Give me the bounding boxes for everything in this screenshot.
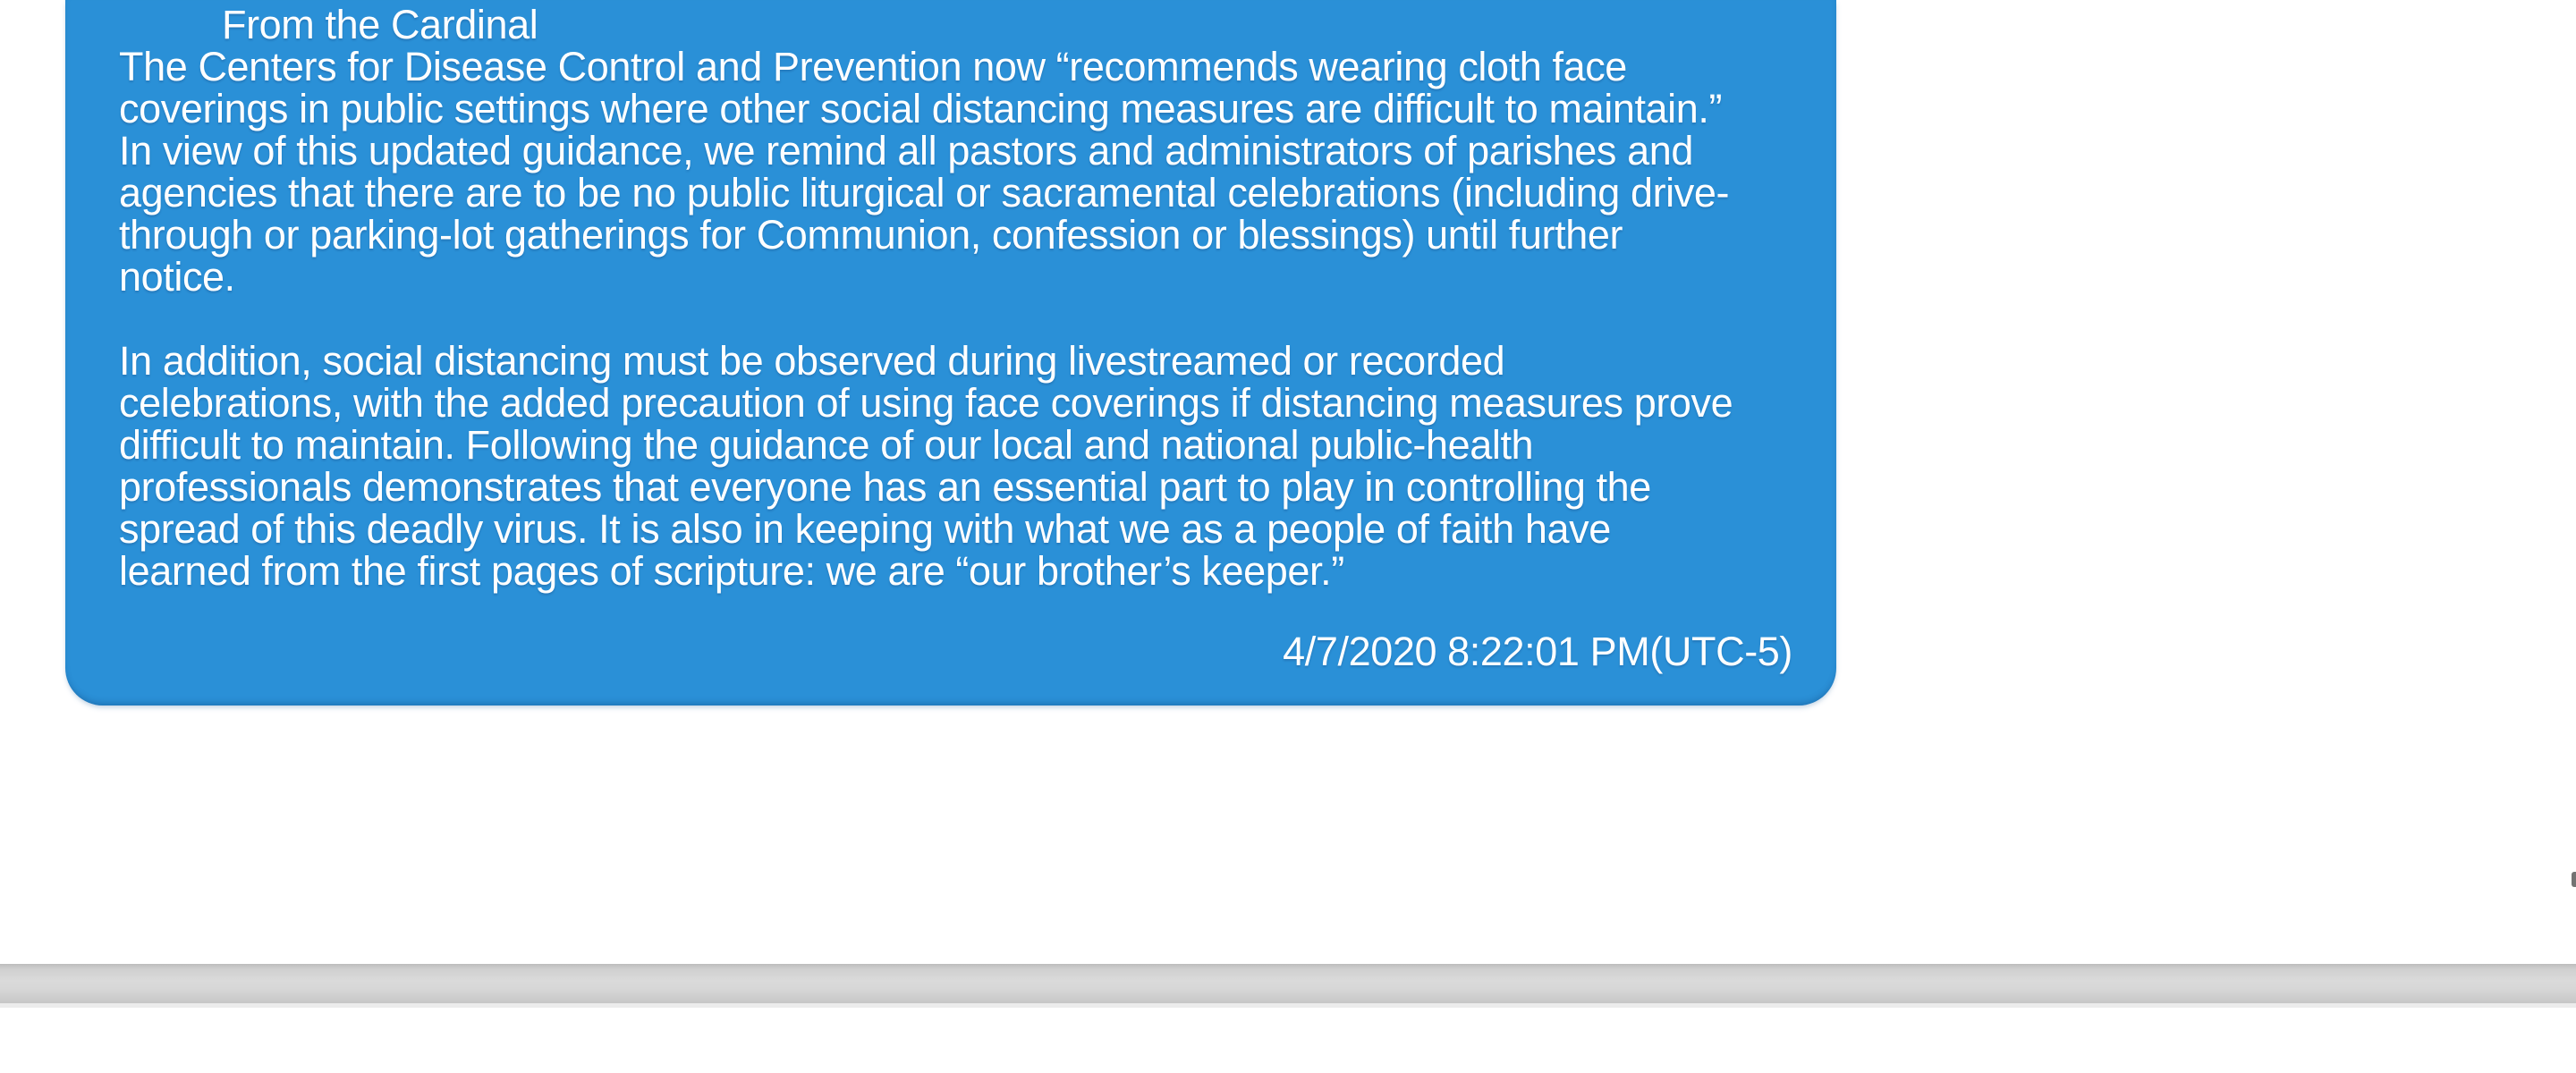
footer-whitespace xyxy=(0,1012,2576,1073)
message-timestamp: 4/7/2020 8:22:01 PM(UTC-5) xyxy=(1283,629,1792,674)
message-sender-line: From the Cardinal xyxy=(222,2,538,47)
clipped-text-fragment xyxy=(2572,872,2576,887)
horizontal-scrollbar-track[interactable] xyxy=(0,964,2576,1008)
message-bubble[interactable] xyxy=(65,0,1836,705)
message-body: The Centers for Disease Control and Prevention now “recommends wearing cloth face coverings in public settings where other social distancing measures are difficult to maintain.” In view of this updated guidance, we remind all pastors and administrators of parishes and agencies that there are to be no public liturgical or sacramental celebrations (including drive- through or parking-lot gatherings for Communion, confession or blessings) until further notice. In addition, social distancing must be observed during livestreamed or recorded celebrations, with the added precaution of using face coverings if distancing measures prove difficult to maintain. Following the guidance of our local and national public-health professionals demonstrates that everyone has an essential part to play in controlling the spread of this deadly virus. It is also in keeping with what we as a people of faith have learned from the first pages of scripture: we are “our brother’s keeper.” xyxy=(119,44,1733,594)
